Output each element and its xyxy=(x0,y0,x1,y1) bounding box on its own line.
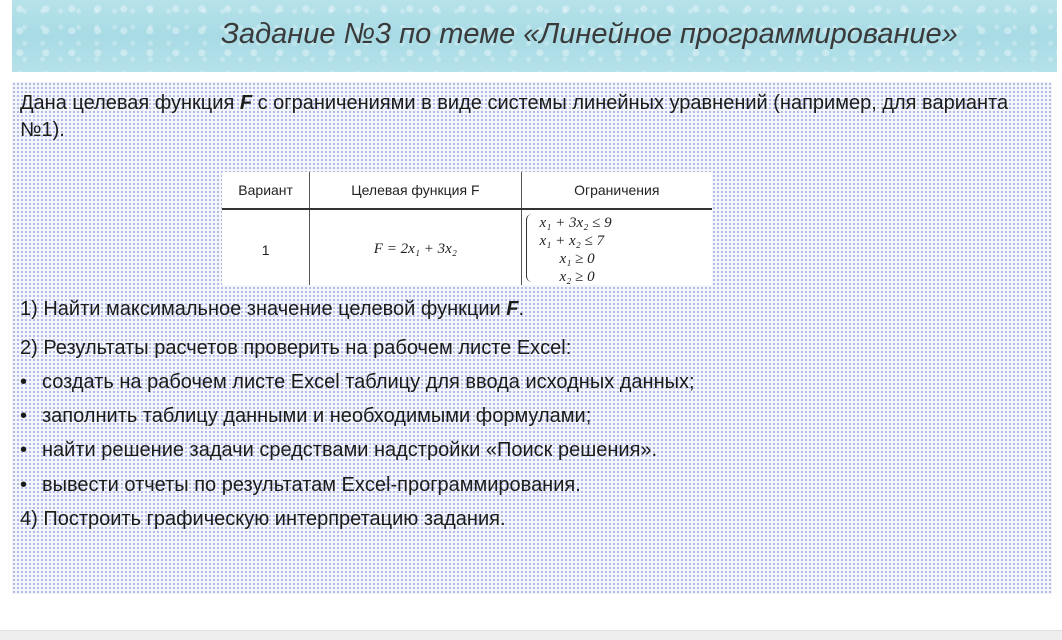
step-1 xyxy=(20,296,524,323)
bullet-icon: • xyxy=(20,474,28,496)
step-1-text: 1) Найти максимальное значение целевой функции xyxy=(20,298,507,320)
intro-part2: с ограничениями в виде системы линейных уравнений (например, для варианта №1). xyxy=(20,92,1009,141)
step-2: 2) Результаты расчетов проверить на рабочем листе Excel: xyxy=(20,337,572,359)
slide-content xyxy=(12,82,1052,594)
constraint-4: x₂ ≥ 0 xyxy=(559,268,595,285)
cell-constraints xyxy=(521,209,712,285)
variant-table xyxy=(222,172,712,285)
step-1-end: . xyxy=(518,298,525,320)
step-4: 4) Построить графическую интерпретацию задания. xyxy=(20,508,506,530)
bullet-text: найти решение задачи средствами надстройки «Поиск решения». xyxy=(42,439,658,461)
constraint-3: x₁ ≥ 0 xyxy=(559,250,595,267)
constraint-1: x₁ + 3x₂ ≤ 9 xyxy=(539,214,612,231)
cell-variant: 1 xyxy=(222,209,310,285)
header-constraints: Ограничения xyxy=(521,172,712,209)
list-item xyxy=(20,437,657,464)
table-row xyxy=(222,209,712,285)
bullet-text: вывести отчеты по результатам Excel-программирования. xyxy=(42,474,581,496)
header-function: Целевая функция F xyxy=(310,172,521,209)
list-item xyxy=(20,369,695,396)
cell-function: F = 2x₁ + 3x₂ xyxy=(310,209,521,285)
bullet-icon: • xyxy=(20,371,28,393)
intro-part1: Дана целевая функция xyxy=(20,92,240,114)
brace-icon xyxy=(526,214,534,282)
intro-text xyxy=(20,90,1030,144)
step-1-f: F xyxy=(506,298,519,320)
table-header-row xyxy=(222,172,712,209)
bullet-text: заполнить таблицу данными и необходимыми формулами; xyxy=(42,405,592,427)
slide-title: Задание №3 по теме «Линейное программирование» xyxy=(221,18,958,50)
bullet-icon: • xyxy=(20,439,28,461)
list-item xyxy=(20,472,581,499)
intro-f: F xyxy=(239,92,253,114)
slide-header xyxy=(12,0,1057,72)
header-variant: Вариант xyxy=(222,172,310,209)
bullet-text: создать на рабочем листе Excel таблицу для ввода исходных данных; xyxy=(42,371,695,393)
bullet-icon: • xyxy=(20,405,28,427)
constraint-2: x₁ + x₂ ≤ 7 xyxy=(539,232,605,249)
list-item xyxy=(20,403,591,430)
